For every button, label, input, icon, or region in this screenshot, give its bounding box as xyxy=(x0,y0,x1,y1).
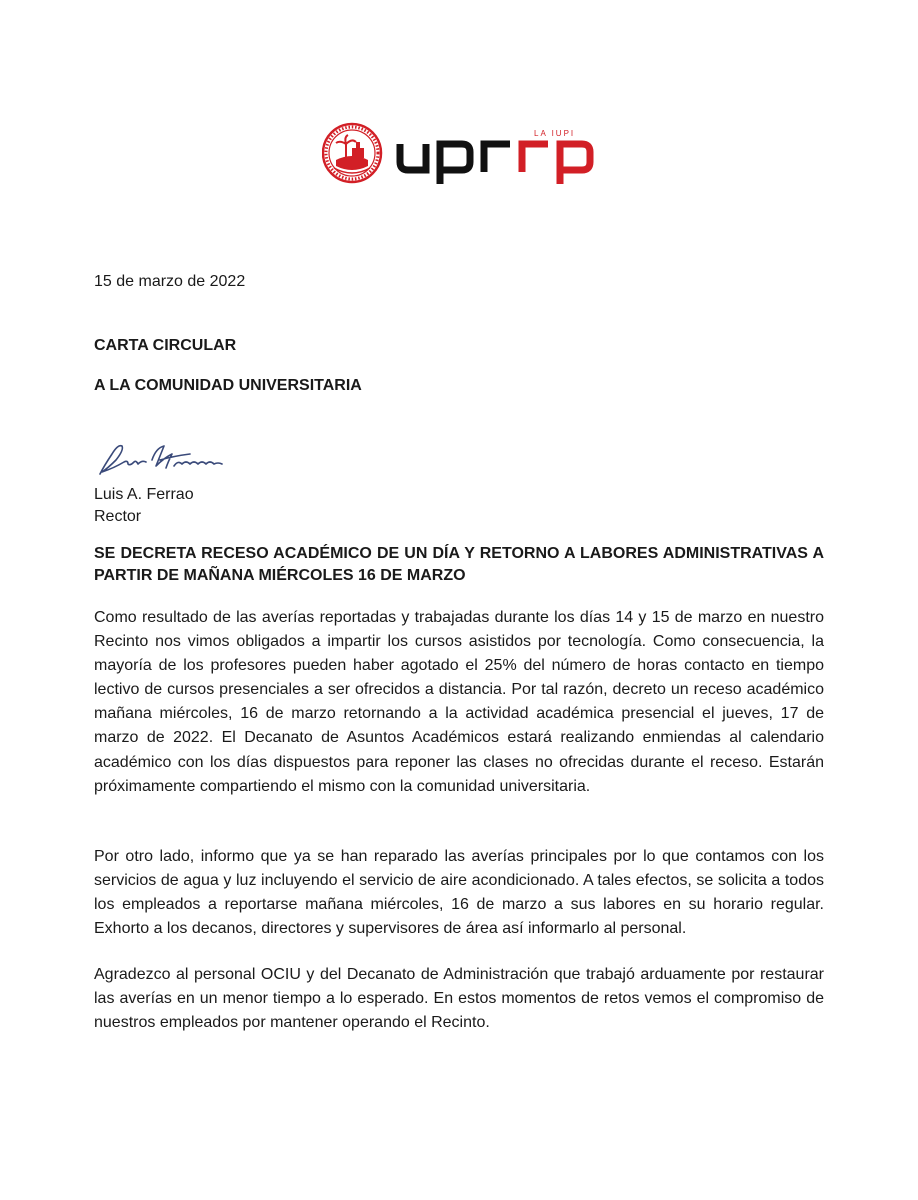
letter-date: 15 de marzo de 2022 xyxy=(94,273,246,290)
logo-subtext: LA IUPI xyxy=(534,129,576,138)
handwritten-signature xyxy=(94,438,234,480)
body-paragraph-1: Como resultado de las averías reportadas y trabajadas durante los días 14 y 15 de marzo en nuestro Recinto nos vimos obligados a impartir los cursos asistidos por tecnología. Como consecuencia, la mayoría de los profesores pueden haber agotado el 25% del número de horas contacto en tiempo lectivo de cursos presenciales a ser ofrecidos a distancia. Por tal razón, decreto un receso académico mañana miércoles, 16 de marzo retornando a la actividad académica presencial el jueves, 17 de marzo de 2022. El Decanato de Asuntos Académicos estará realizando enmiendas al calendario académico con los días dispuestos para reponer las clases no ofrecidas durante el receso. Estarán próximamente compartiendo el mismo con la comunidad universitaria. xyxy=(94,609,824,795)
signer-block xyxy=(94,484,194,528)
circular-heading: CARTA CIRCULAR xyxy=(94,337,237,354)
body-paragraph-2: Por otro lado, informo que ya se han reparado las averías principales por lo que contamos con los servicios de agua y luz incluyendo el servicio de aire acondicionado. A tales efectos, se solicita a todos los empleados a reportarse mañana miércoles, 16 de marzo a sus labores en su horario regular. Exhorto a los decanos, directores y supervisores de área así informarlo al personal. xyxy=(94,848,824,938)
subject-line: SE DECRETA RECESO ACADÉMICO DE UN DÍA Y RETORNO A LABORES ADMINISTRATIVAS A PARTIR DE MAÑANA MIÉRCOLES 16 DE MARZO xyxy=(94,545,824,584)
signer-name: Luis A. Ferrao xyxy=(94,486,194,503)
body-paragraph-3: Agradezco al personal OCIU y del Decanato de Administración que trabajó arduamente por restaurar las averías en un menor tiempo a lo esperado. En estos momentos de retos vemos el compromiso de nuestros empleados por mantener operando el Recinto. xyxy=(94,966,824,1032)
uprrp-logo xyxy=(322,122,598,184)
signer-title: Rector xyxy=(94,508,142,525)
seal-icon xyxy=(323,124,381,182)
recipient-heading: A LA COMUNIDAD UNIVERSITARIA xyxy=(94,377,362,394)
uprrp-wordmark xyxy=(400,144,590,184)
